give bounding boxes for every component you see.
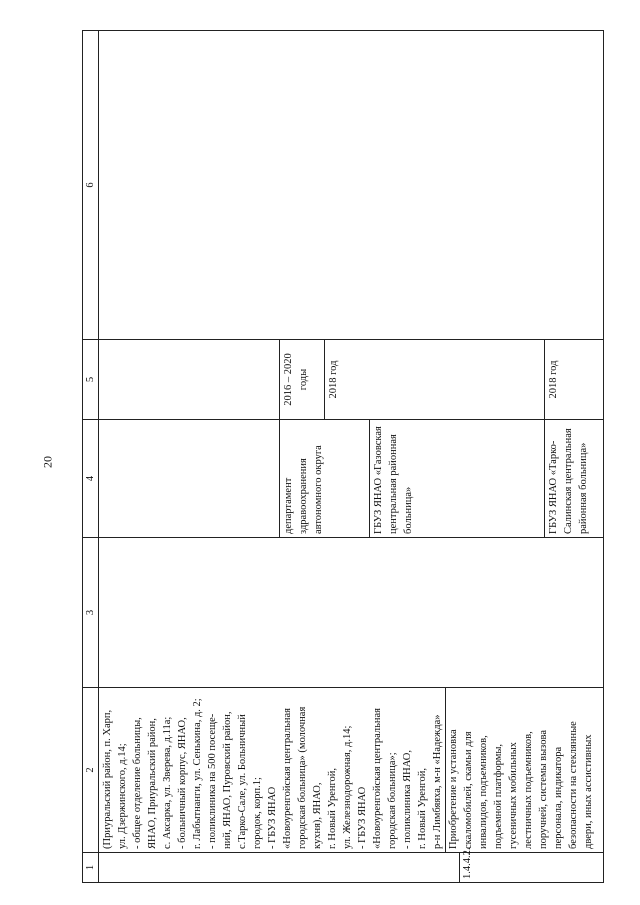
- text-line: «Новоуренгойская центральная: [372, 708, 383, 849]
- text-line: ЯНАО, Приуральский район,: [147, 718, 158, 849]
- rotated-table-container: [82, 31, 604, 883]
- text-line: с.Тарко-Сале, ул. Больничный: [237, 714, 248, 849]
- text-line: р-н Лимбяяха, м-н «Надежда»: [432, 714, 443, 849]
- text-line: - ГБУЗ ЯНАО: [357, 786, 368, 849]
- text-line: лестничных подъемников,: [523, 731, 534, 849]
- text-line: кухня), ЯНАО,: [312, 782, 323, 849]
- text-line: - ГБУЗ ЯНАО: [267, 786, 278, 849]
- text-line: скаломобилей, скамьи для: [463, 731, 474, 849]
- col-header-3: 3: [83, 538, 99, 688]
- executor-cell: [99, 420, 545, 538]
- text-line: г. Новый Уренгой,: [417, 767, 428, 849]
- page-number: 20: [40, 456, 55, 468]
- text-line: г. Лабытнанги, ул. Сенькина, д. 2;: [192, 698, 203, 849]
- period-2018: 2018 год: [324, 340, 458, 419]
- text-line: г. Новый Уренгой,: [327, 767, 338, 849]
- text-line: безопасности на стеклянные: [568, 721, 579, 849]
- text-line: гусеничных мобильных: [508, 742, 519, 849]
- text-line: - поликлиника на 500 посеще-: [207, 713, 218, 849]
- text-line: с. Аксарка, ул. Зверева, д.11а;: [162, 716, 173, 849]
- text-line: - поликлиника ЯНАО,: [402, 750, 413, 849]
- col6-cell: [99, 31, 604, 340]
- header-row: [83, 31, 99, 883]
- text-line: городок, корп.1;: [252, 777, 263, 849]
- program-table: [82, 30, 604, 883]
- text-line: инвалидов, подъемников,: [478, 735, 489, 849]
- col-header-1: 1: [83, 853, 99, 883]
- col-header-5: 5: [83, 340, 99, 420]
- col3-cell: [99, 538, 604, 688]
- text-line: подъемной платформы,: [493, 743, 504, 849]
- executor-tarko-sale: ГБУЗ ЯНАО «Тарко-Салинская центральная районная больница»: [544, 420, 603, 538]
- col-header-2: 2: [83, 688, 99, 853]
- col-header-4: 4: [83, 420, 99, 538]
- text-line: поручней, системы вызова: [538, 729, 549, 849]
- continuation-text: [100, 691, 445, 849]
- row-number: 1.4.4.2.: [462, 847, 473, 879]
- col-header-6: 6: [83, 31, 99, 340]
- period-cell: [99, 340, 545, 420]
- executor-gazovskaya: ГБУЗ ЯНАО «Газовская центральная районная больница»: [369, 420, 458, 537]
- text-line: городская больница» (молочная: [297, 706, 308, 849]
- period-2016-2020: 2016 – 2020 годы: [279, 340, 324, 419]
- executor-department: департамент здравоохранения автономного округа: [279, 420, 369, 537]
- text-line: ул. Железнодорожная, д.14;: [342, 725, 353, 849]
- description-cell: [99, 688, 604, 853]
- text-line: - больничный корпус, ЯНАО,: [177, 717, 188, 849]
- text-line: двери, иных ассистивных: [583, 734, 594, 849]
- text-line: ул. Дзержинского, д.14;: [117, 743, 128, 849]
- table-row: [99, 31, 545, 883]
- text-line: персонала, индикатора: [553, 746, 564, 849]
- text-line: - общее отделение больницы,: [132, 717, 143, 849]
- period-2018-next: 2018 год: [544, 340, 603, 420]
- row-number-cell: [99, 847, 604, 883]
- text-line: (Приуральский район, п. Харп,: [102, 709, 113, 849]
- text-line: ний, ЯНАО, Пуровский район,: [222, 711, 233, 849]
- text-line: «Новоуренгойская центральная: [282, 708, 293, 849]
- text-line: городская больница»;: [387, 752, 398, 849]
- item-description: [446, 691, 596, 849]
- text-line: Приобретение и установка: [448, 729, 459, 849]
